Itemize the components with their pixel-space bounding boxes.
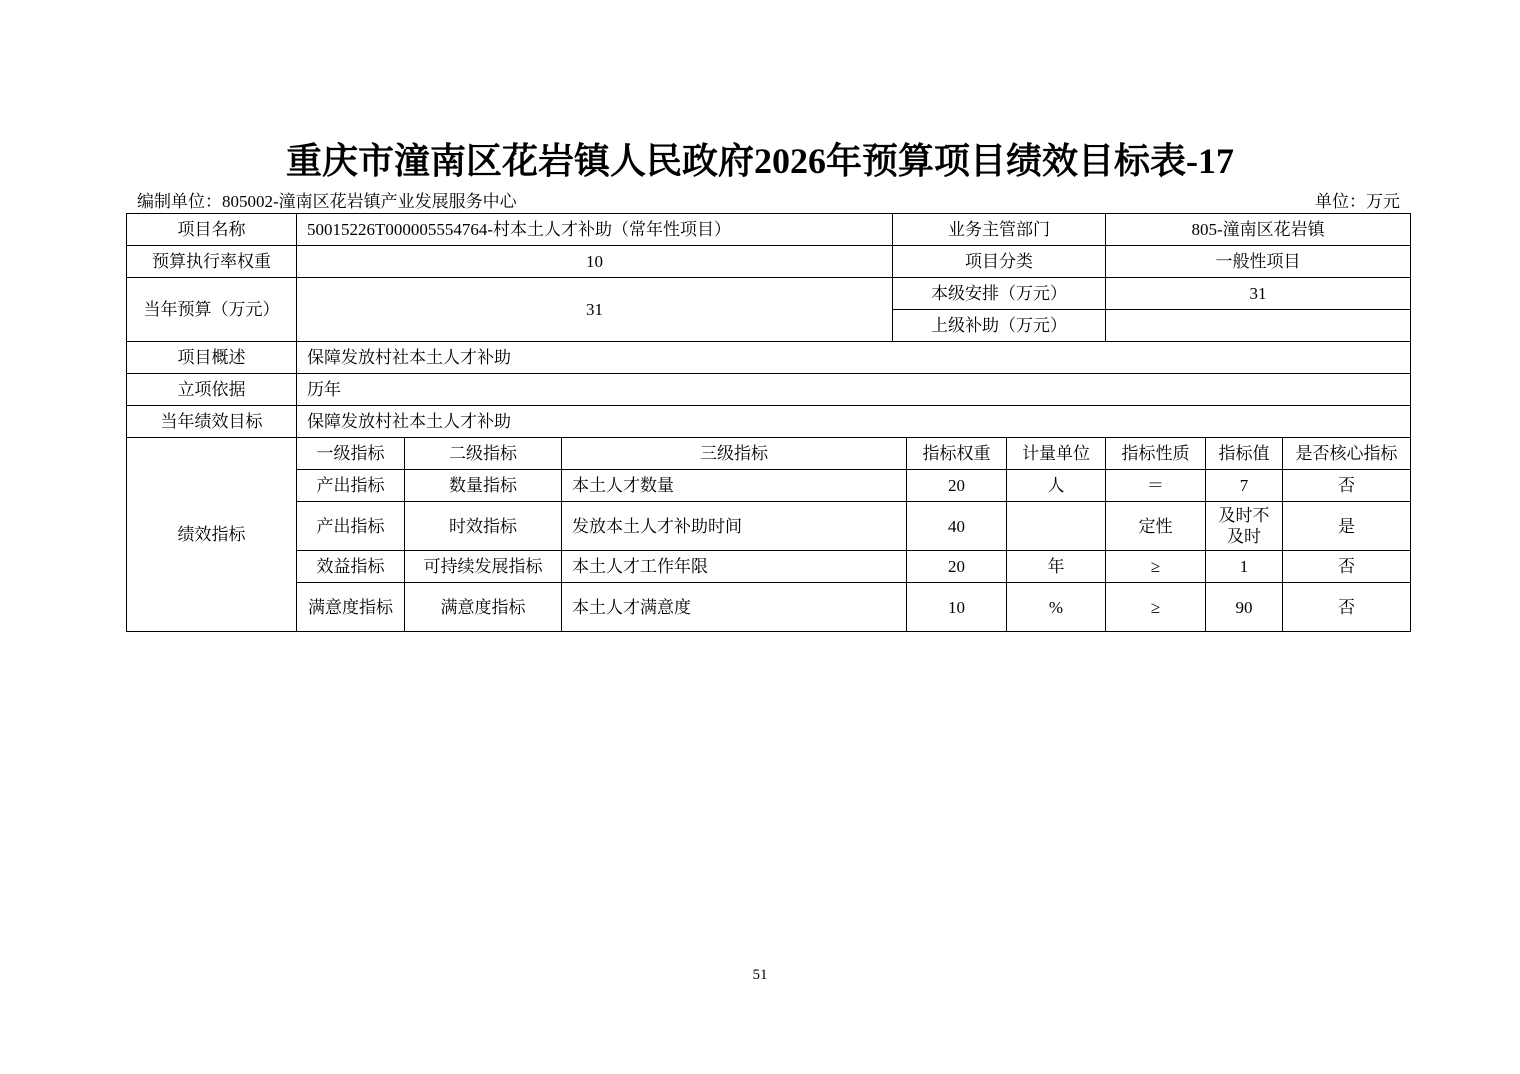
unit-cell: 年 <box>1007 551 1106 583</box>
nature-cell: ＝ <box>1106 470 1206 502</box>
level3-cell: 本土人才数量 <box>562 470 907 502</box>
header-weight: 指标权重 <box>907 438 1007 470</box>
category-label: 项目分类 <box>893 246 1106 278</box>
level1-cell: 效益指标 <box>297 551 405 583</box>
level1-cell: 满意度指标 <box>297 583 405 632</box>
level2-cell: 数量指标 <box>405 470 562 502</box>
header-core: 是否核心指标 <box>1283 438 1411 470</box>
table-row <box>127 374 1411 406</box>
exec-weight-label: 预算执行率权重 <box>127 246 297 278</box>
table-row <box>127 406 1411 438</box>
overview-label: 项目概述 <box>127 342 297 374</box>
compile-unit: 编制单位：805002-潼南区花岩镇产业发展服务中心 <box>137 192 517 211</box>
budget-value: 31 <box>297 278 893 342</box>
basis-value: 历年 <box>297 374 1411 406</box>
level1-cell: 产出指标 <box>297 502 405 551</box>
project-name-value: 50015226T000005554764-村本土人才补助（常年性项目） <box>297 214 893 246</box>
table-row <box>127 246 1411 278</box>
table-row <box>127 278 1411 310</box>
upper-value <box>1106 310 1411 342</box>
weight-cell: 10 <box>907 583 1007 632</box>
unit-cell <box>1007 502 1106 551</box>
core-cell: 否 <box>1283 470 1411 502</box>
level1-cell: 产出指标 <box>297 470 405 502</box>
upper-label: 上级补助（万元） <box>893 310 1106 342</box>
dept-label: 业务主管部门 <box>893 214 1106 246</box>
indicator-row <box>127 502 1411 551</box>
level2-cell: 可持续发展指标 <box>405 551 562 583</box>
level2-cell: 时效指标 <box>405 502 562 551</box>
nature-cell: ≥ <box>1106 583 1206 632</box>
currency-unit: 单位：万元 <box>1315 192 1400 211</box>
header-level2: 二级指标 <box>405 438 562 470</box>
overview-value: 保障发放村社本土人才补助 <box>297 342 1411 374</box>
page-title: 重庆市潼南区花岩镇人民政府2026年预算项目绩效目标表-17 <box>286 141 1234 181</box>
indicator-row <box>127 551 1411 583</box>
dept-value: 805-潼南区花岩镇 <box>1106 214 1411 246</box>
core-cell: 否 <box>1283 551 1411 583</box>
header-unit: 计量单位 <box>1007 438 1106 470</box>
level3-cell: 本土人才满意度 <box>562 583 907 632</box>
exec-weight-value: 10 <box>297 246 893 278</box>
unit-cell: % <box>1007 583 1106 632</box>
level3-cell: 发放本土人才补助时间 <box>562 502 907 551</box>
local-label: 本级安排（万元） <box>893 278 1106 310</box>
page-number: 51 <box>752 967 768 983</box>
weight-cell: 20 <box>907 470 1007 502</box>
unit-cell: 人 <box>1007 470 1106 502</box>
core-cell: 否 <box>1283 583 1411 632</box>
table-row <box>127 342 1411 374</box>
value-cell: 90 <box>1206 583 1283 632</box>
header-level1: 一级指标 <box>297 438 405 470</box>
indicator-row <box>127 470 1411 502</box>
level2-cell: 满意度指标 <box>405 583 562 632</box>
category-value: 一般性项目 <box>1106 246 1411 278</box>
indicator-header-row <box>127 438 1411 470</box>
goal-value: 保障发放村社本土人才补助 <box>297 406 1411 438</box>
basis-label: 立项依据 <box>127 374 297 406</box>
value-cell: 7 <box>1206 470 1283 502</box>
level3-cell: 本土人才工作年限 <box>562 551 907 583</box>
goal-label: 当年绩效目标 <box>127 406 297 438</box>
performance-table <box>126 213 1411 632</box>
budget-label: 当年预算（万元） <box>127 278 297 342</box>
nature-cell: ≥ <box>1106 551 1206 583</box>
indicators-label: 绩效指标 <box>127 438 297 632</box>
project-name-label: 项目名称 <box>127 214 297 246</box>
weight-cell: 40 <box>907 502 1007 551</box>
nature-cell: 定性 <box>1106 502 1206 551</box>
table-row <box>127 214 1411 246</box>
core-cell: 是 <box>1283 502 1411 551</box>
value-cell: 1 <box>1206 551 1283 583</box>
header-value: 指标值 <box>1206 438 1283 470</box>
local-value: 31 <box>1106 278 1411 310</box>
header-nature: 指标性质 <box>1106 438 1206 470</box>
indicator-row <box>127 583 1411 632</box>
weight-cell: 20 <box>907 551 1007 583</box>
header-level3: 三级指标 <box>562 438 907 470</box>
value-cell: 及时不及时 <box>1206 502 1283 551</box>
